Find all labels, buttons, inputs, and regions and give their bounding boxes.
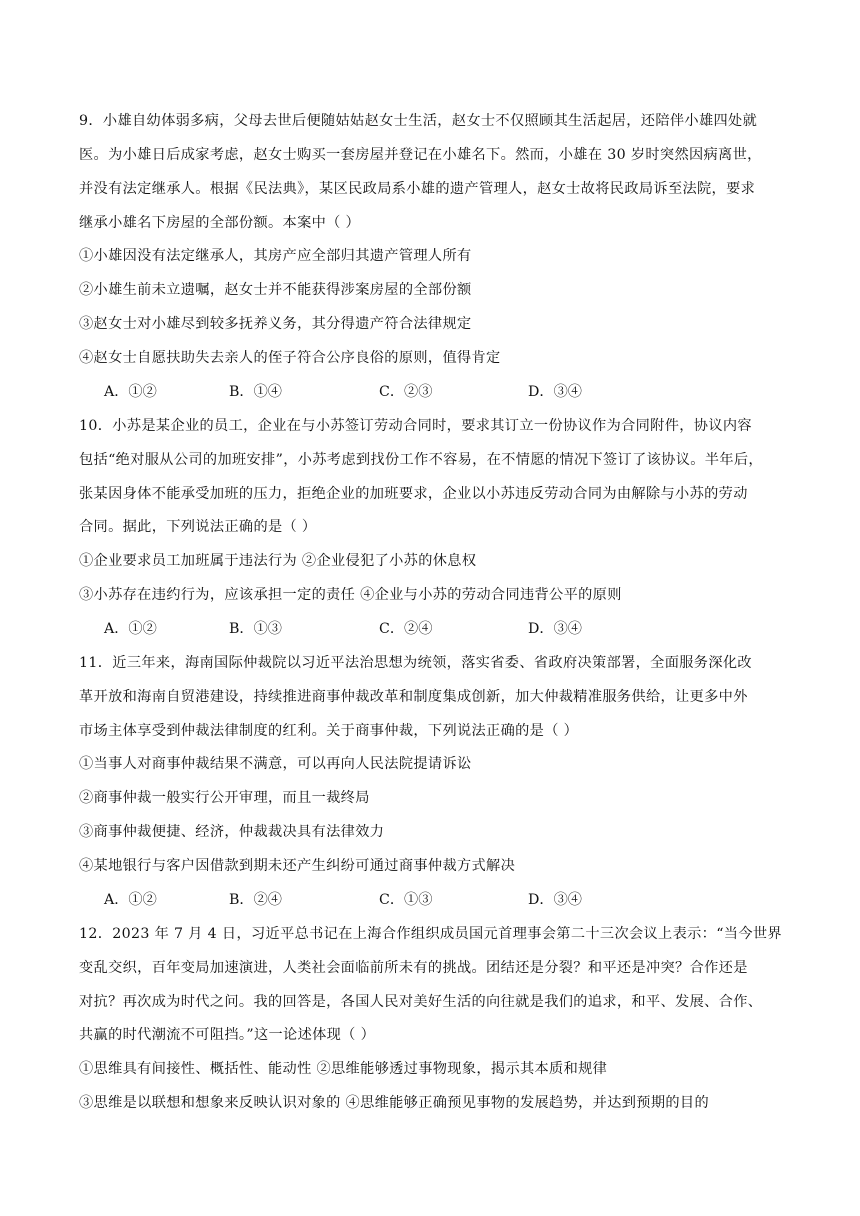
question-10-option-c[interactable]: C．②④ (379, 621, 433, 637)
question-11-option-c[interactable]: C．①③ (379, 892, 433, 908)
question-9-line-2: 医。为小雄日后成家考虑，赵女士购买一套房屋并登记在小雄名下。然而，小雄在 30 岁时突然因病离世， (79, 147, 762, 163)
question-9-line-4: 继承小雄名下房屋的全部份额。本案中（ ） (79, 215, 361, 231)
question-9-statement-1: ①小雄因没有法定继承人，其房产应全部归其遗产管理人所有 (79, 248, 472, 264)
question-12-line-3: 对抗？再次成为时代之问。我的回答是，各国人民对美好生活的向往就是我们的追求，和平、发展、合作、 (79, 994, 763, 1010)
question-10-option-d[interactable]: D．③④ (528, 621, 582, 637)
question-12-line-4: 共赢的时代潮流不可阻挡。”这一论述体现（ ） (79, 1027, 376, 1043)
question-9-line-1: 9．小雄自幼体弱多病，父母去世后便随姑姑赵女士生活，赵女士不仅照顾其生活起居，还陪伴小雄四处就 (79, 113, 758, 129)
question-10-option-a[interactable]: A．①② (104, 621, 157, 637)
question-12-line-1: 12．2023 年 7 月 4 日，习近平总书记在上海合作组织成员国元首理事会第二十三次会议上表示：“当今世界 (79, 926, 782, 942)
question-12-statement-2: ③思维是以联想和想象来反映认识对象的 ④思维能够正确预见事物的发展趋势，并达到预期的目的 (79, 1095, 709, 1111)
question-9-statement-4: ④赵女士自愿扶助失去亲人的侄子符合公序良俗的原则，值得肯定 (79, 350, 501, 366)
question-10-line-4: 合同。据此，下列说法正确的是（ ） (79, 519, 317, 535)
question-9-statement-3: ③赵女士对小雄尽到较多抚养义务，其分得遗产符合法律规定 (79, 316, 472, 332)
question-11-option-d[interactable]: D．③④ (528, 892, 582, 908)
question-11-statement-4: ④某地银行与客户因借款到期未还产生纠纷可通过商事仲裁方式解决 (79, 858, 516, 874)
question-9-option-c[interactable]: C．②③ (379, 384, 433, 400)
question-11-option-a[interactable]: A．①② (104, 892, 157, 908)
question-11-line-2: 革开放和海南自贸港建设，持续推进商事仲裁改革和制度集成创新，加大仲裁精准服务供给，让更多中外 (79, 689, 748, 705)
question-12-line-2: 变乱交织，百年变局加速演进，人类社会面临前所未有的挑战。团结还是分裂？和平还是冲突？合作还是 (79, 960, 748, 976)
question-9-statement-2: ②小雄生前未立遗嘱，赵女士并不能获得涉案房屋的全部份额 (79, 282, 472, 298)
question-10-option-b[interactable]: B．①③ (229, 621, 282, 637)
question-9-option-a[interactable]: A．①② (104, 384, 157, 400)
question-10-statement-1: ①企业要求员工加班属于违法行为 ②企业侵犯了小苏的休息权 (79, 553, 477, 569)
question-9-option-b[interactable]: B．①④ (229, 384, 282, 400)
question-11-line-1: 11．近三年来，海南国际仲裁院以习近平法治思想为统领，落实省委、省政府决策部署，全面服务深化改 (79, 655, 752, 671)
question-11-line-3: 市场主体享受到仲裁法律制度的红利。关于商事仲裁，下列说法正确的是（ ） (79, 723, 579, 739)
question-9-line-3: 并没有法定继承人。根据《民法典》，某区民政局系小雄的遗产管理人，赵女士故将民政局诉至法院，要求 (79, 181, 756, 197)
question-11-option-b[interactable]: B．②④ (229, 892, 282, 908)
question-9-option-d[interactable]: D．③④ (528, 384, 582, 400)
question-12-statement-1: ①思维具有间接性、概括性、能动性 ②思维能够透过事物现象，揭示其本质和规律 (79, 1061, 608, 1077)
question-10-line-3: 张某因身体不能承受加班的压力，拒绝企业的加班要求，企业以小苏违反劳动合同为由解除与小苏的劳动 (79, 486, 748, 502)
question-10-line-2: 包括“绝对服从公司的加班安排”，小苏考虑到找份工作不容易，在不情愿的情况下签订了该协议。半年后， (79, 452, 763, 468)
question-11-statement-2: ②商事仲裁一般实行公开审理，而且一裁终局 (79, 790, 370, 806)
question-10-line-1: 10．小苏是某企业的员工，企业在与小苏签订劳动合同时，要求其订立一份协议作为合同附件，协议内容 (79, 418, 752, 434)
question-11-statement-3: ③商事仲裁便捷、经济，仲裁裁决具有法律效力 (79, 824, 385, 840)
question-10-statement-2: ③小苏存在违约行为，应该承担一定的责任 ④企业与小苏的劳动合同违背公平的原则 (79, 587, 622, 603)
question-11-statement-1: ①当事人对商事仲裁结果不满意，可以再向人民法院提请诉讼 (79, 756, 472, 772)
